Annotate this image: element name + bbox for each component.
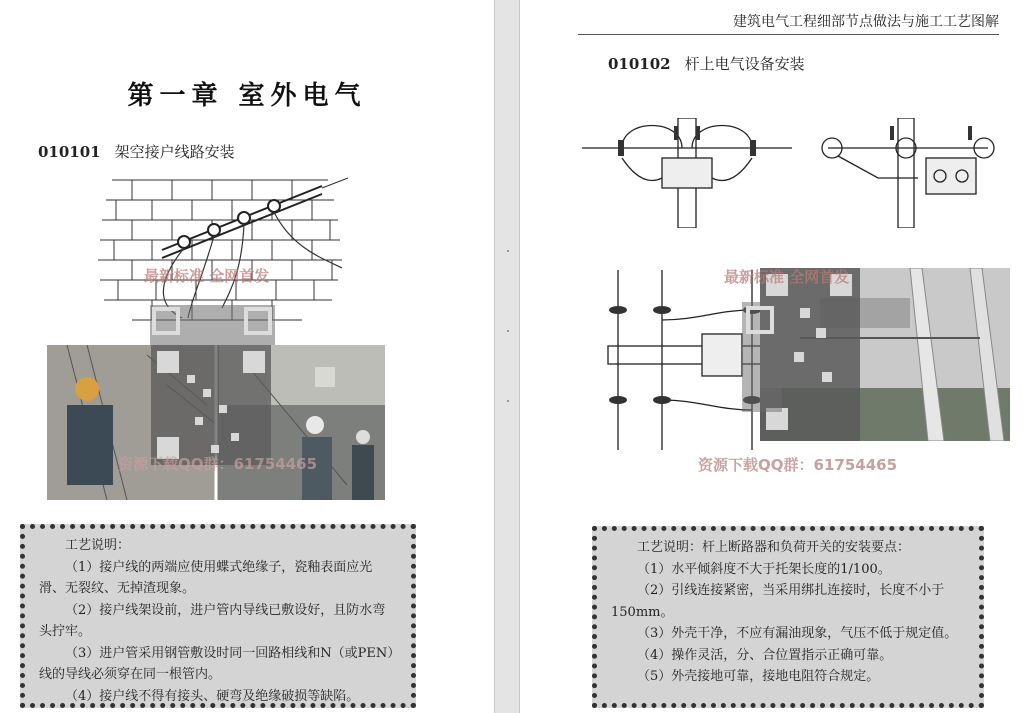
right-page xyxy=(520,0,1025,713)
notes-item: （1）水平倾斜度不大于托架长度的1/100。 xyxy=(637,561,891,577)
installation-photo xyxy=(47,345,385,500)
notes-item: （2）接户线架设前，进户管内导线已敷设好，且防水弯头拧牢。 xyxy=(39,602,386,639)
notes-item: （4）接户线不得有接头、硬弯及绝缘破损等缺陷。 xyxy=(65,688,360,704)
notes-item: （3）外壳干净，不应有漏油现象，气压不低于规定值。 xyxy=(637,626,958,641)
watermark-bottom: 资源下载QQ群：61754465 xyxy=(698,456,897,474)
section-heading xyxy=(608,53,805,74)
watermark-top: 最新标准 全网首发 xyxy=(144,267,270,285)
section-code: 010101 xyxy=(38,143,101,161)
notes-heading: 工艺说明： xyxy=(65,538,131,553)
section-title: 杆上电气设备安装 xyxy=(684,55,805,73)
pole-switch-front-drawing xyxy=(582,118,792,228)
header-rule xyxy=(578,34,999,35)
notes-heading: 工艺说明：杆上断路器和负荷开关的安装要点： xyxy=(637,540,911,555)
pole-equipment-photo xyxy=(760,268,1010,441)
process-notes-box xyxy=(20,524,416,708)
page-gutter xyxy=(494,0,520,713)
notes-item: （1）接户线的两端应使用蝶式绝缘子，瓷釉表面应光滑、无裂纹、无掉渣现象。 xyxy=(39,559,373,596)
qr-code-watermark xyxy=(150,305,275,345)
qr-code-watermark xyxy=(742,302,782,412)
section-heading xyxy=(38,141,235,162)
notes-item: （2）引线连接紧密，当采用绑扎连接时，长度不小于150mm。 xyxy=(611,583,945,620)
book-header-title: 建筑电气工程细部节点做法与施工工艺图解 xyxy=(733,14,999,30)
notes-item: （5）外壳接地可靠，接地电阻符合规定。 xyxy=(637,669,880,684)
watermark-bottom: 资源下载QQ群：61754465 xyxy=(118,455,317,473)
left-page xyxy=(0,0,494,713)
chapter-title: 第一章 室外电气 xyxy=(127,81,367,111)
watermark-top: 最新标准 全网首发 xyxy=(724,268,850,286)
notes-item: （4）操作灵活，分、合位置指示正确可靠。 xyxy=(637,647,893,663)
process-notes-box xyxy=(592,526,984,708)
section-code: 010102 xyxy=(608,55,671,73)
notes-item: （3）进户管采用钢管敷设时同一回路相线和N（或PEN）线的导线必须穿在同一根管内。 xyxy=(39,645,394,682)
section-title: 架空接户线路安装 xyxy=(114,143,235,161)
pole-switch-side-drawing xyxy=(818,118,996,228)
